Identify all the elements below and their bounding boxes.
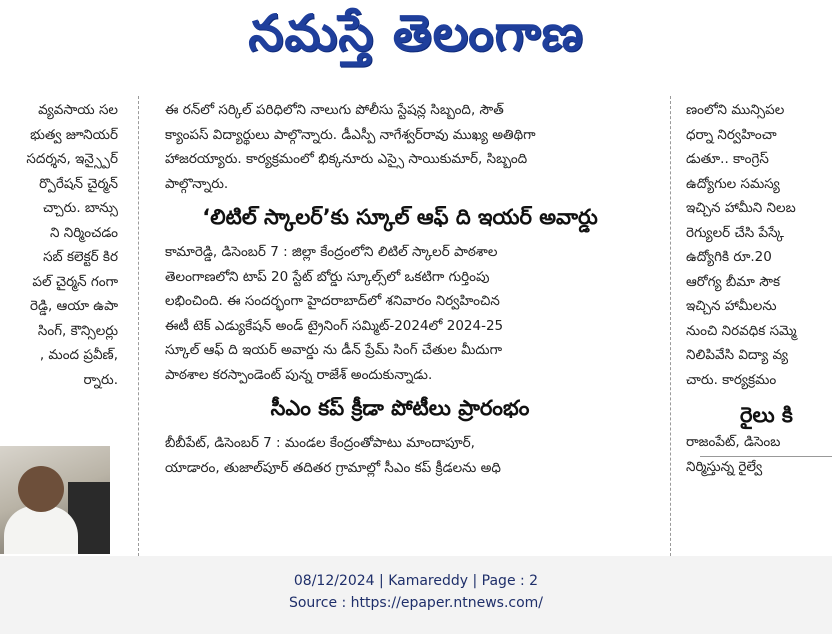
text-line: బీబీపేట్, డిసెంబర్ 7 : మండల కేంద్రంతోపాటు మాందాపూర్, bbox=[165, 435, 475, 451]
text-line: సదర్శన, ఇన్స్పైర్ bbox=[26, 151, 118, 167]
text-line: క్యాంపస్ విద్యార్థులు పాల్గొన్నారు. డీఎస్పీ నాగేశ్వర్‌రావు ముఖ్య అతిథిగా bbox=[165, 126, 536, 143]
text-line: , మంద ప్రవీణ్, bbox=[39, 347, 118, 363]
text-line: పాల్గొన్నారు. bbox=[165, 175, 229, 192]
text-line: చారు. కార్యక్రమం bbox=[686, 371, 777, 388]
column-divider bbox=[138, 96, 139, 556]
text-line: ధర్నా నిర్వహించా bbox=[686, 126, 777, 143]
text-line: కామారెడ్డి, డిసెంబర్ 7 : జిల్లా కేంద్రంలోని లిటిల్ స్కాలర్ పాఠశాల bbox=[165, 244, 498, 260]
text-line: ఇచ్చిన హామీని నిలబ bbox=[686, 200, 796, 216]
article-headline: సీఎం కప్ క్రీడా పోటీలు ప్రారంభం bbox=[270, 396, 530, 420]
text-line: పాఠశాల కరస్పాండెంట్ పున్న రాజేశ్ అందుకున్నాడు. bbox=[165, 366, 433, 383]
text-line: నుంచి నిరవధిక సమ్మె bbox=[686, 322, 797, 339]
text-line: వ్యవసాయ సల bbox=[38, 102, 118, 118]
text-line: పల్ చైర్మన్ గంగా bbox=[32, 273, 118, 290]
text-line: ఉద్యోగుల సమస్య bbox=[686, 175, 780, 192]
text-line: ర్నారు. bbox=[83, 371, 118, 388]
section-divider bbox=[700, 456, 832, 457]
article-body bbox=[150, 431, 650, 480]
text-line: ఇచ్చిన హామీలను bbox=[686, 298, 777, 314]
text-line: ఈటీ టెక్ ఎడ్యుకేషన్ అండ్ ట్రైనింగ్ సమ్మిట్-2024లో 2024-25 bbox=[165, 317, 504, 334]
text-line: చ్చారు. బాన్సు bbox=[43, 200, 118, 216]
text-line: నిర్మిస్తున్న రైల్వే bbox=[686, 458, 763, 475]
left-column bbox=[0, 98, 118, 392]
text-line: సబ్ కలెక్టర్ కిర bbox=[43, 249, 118, 265]
article-body bbox=[150, 240, 650, 387]
text-line: డుతూ.. కాంగ్రెస్ bbox=[686, 151, 769, 167]
text-line: భుత్వ జూనియర్ bbox=[30, 126, 118, 143]
newspaper-title: నమస్తే తెలంగాణ bbox=[248, 3, 584, 62]
text-line: రాజంపేట్, డిసెంబ bbox=[686, 434, 781, 450]
masthead bbox=[0, 0, 832, 78]
text-line: రెగ్యులర్ చేసి పేస్కే bbox=[686, 224, 784, 241]
text-line: నిలిపివేసి విద్యా వ్య bbox=[686, 347, 789, 363]
column-divider bbox=[670, 96, 671, 556]
right-column bbox=[686, 98, 832, 556]
text-line: ణంలోని మున్సిపల bbox=[686, 102, 785, 118]
edition-info: 08/12/2024 | Kamareddy | Page : 2 bbox=[293, 573, 539, 589]
article-headline: ‘లిటిల్ స్కాలర్’కు స్కూల్ ఆఫ్ ది ఇయర్ అవార్డు bbox=[202, 205, 598, 229]
text-line: సింగ్, కౌన్సిలర్లు bbox=[37, 322, 118, 339]
text-line: యాడారం, తుజాల్‌పూర్ తదితర గ్రామాల్లో సీఎం కప్ క్రీడలను అధి bbox=[165, 459, 501, 476]
text-line: ఉద్యోగికి రూ.20 bbox=[686, 249, 772, 265]
text-line: ఈ రన్‌లో సర్కిల్ పరిధిలోని నాలుగు పోలీసు స్టేషన్ల సిబ్బంది, సౌత్ bbox=[165, 102, 504, 118]
intro-paragraph bbox=[150, 98, 650, 196]
middle-column bbox=[150, 98, 650, 480]
text-line: స్కూల్ ఆఫ్ ది ఇయర్ అవార్డు ను డీన్ ప్రేమ్ సింగ్ చేతుల మీదుగా bbox=[165, 342, 503, 358]
text-line: ఆరోగ్య బీమా సౌక bbox=[686, 273, 781, 290]
text-line: రెడ్డి, ఆయా ఉపా bbox=[29, 298, 118, 314]
news-photo bbox=[0, 446, 110, 554]
source-link: Source : https://epaper.ntnews.com/ bbox=[288, 595, 544, 611]
text-line: ర్పొరేషన్ చైర్మన్ bbox=[39, 175, 118, 192]
text-line: తెలంగాణలోని టాప్ 20 స్టేట్ బోర్డు స్కూల్స్‌లో ఒకటిగా గుర్తింపు bbox=[165, 268, 490, 285]
text-line: హాజరయ్యారు. కార్యక్రమంలో భిక్కనూరు ఎస్సై సాయికుమార్, సిబ్బంది bbox=[165, 151, 528, 167]
text-line: లభించింది. ఈ సందర్భంగా హైదరాబాద్‌లో శనివారం నిర్వహించిన bbox=[165, 293, 500, 309]
text-line: ని నిర్మించడం bbox=[50, 224, 118, 241]
article-headline: రైలు కి bbox=[740, 403, 793, 427]
page-footer bbox=[0, 556, 832, 634]
